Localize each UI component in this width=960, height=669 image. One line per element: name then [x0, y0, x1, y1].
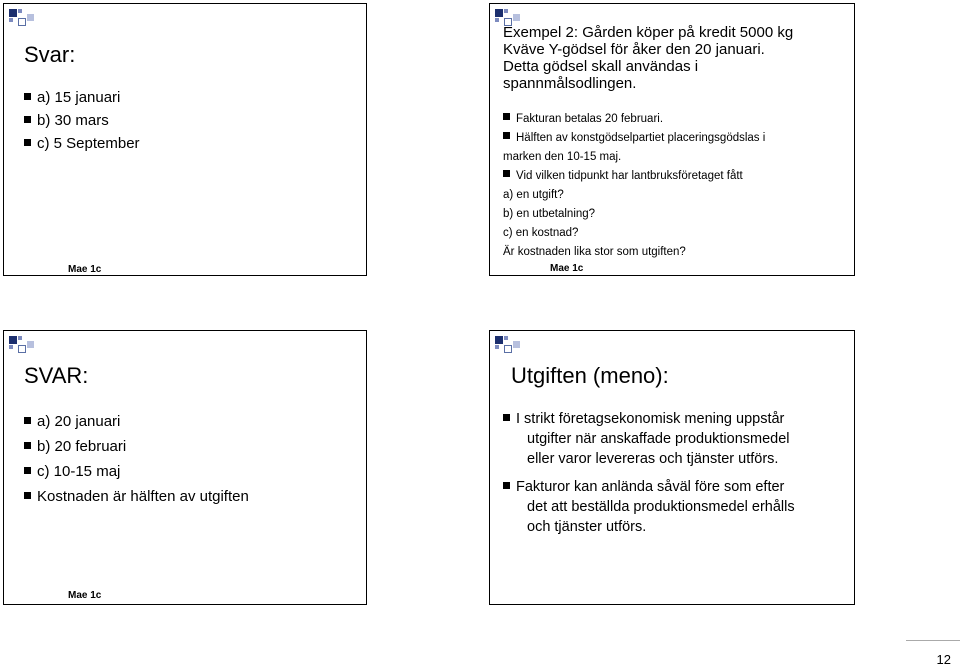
list-item-continuation: och tjänster utförs.: [527, 519, 647, 535]
list-item-continuation: det att beställda produktionsmedel erhålls: [527, 499, 795, 515]
bullet-icon: [503, 132, 510, 139]
list-item: Fakturan betalas 20 februari.: [503, 110, 765, 129]
slide-1: [3, 3, 367, 276]
list-item: Fakturor kan anlända såväl före som efter: [503, 477, 795, 497]
sub-item: Är kostnaden lika stor som utgiften?: [503, 246, 686, 258]
page-number: 12: [936, 652, 951, 667]
bullet-icon: [24, 492, 31, 499]
page-number-divider: [906, 640, 960, 641]
list-item: Vid vilken tidpunkt har lantbruksföretaget fått: [503, 167, 765, 186]
bullet-icon: [24, 417, 31, 424]
slide-4: [489, 330, 855, 605]
list-item: b) 20 februari: [24, 434, 249, 459]
definition-list: [503, 409, 795, 537]
sub-item: c) en kostnad?: [503, 227, 579, 239]
list-item: a) 20 januari: [24, 409, 249, 434]
list-item: c) 5 September: [24, 132, 140, 155]
answer-list: [24, 409, 249, 509]
slide-logo-icon: [9, 336, 35, 354]
sub-item: b) en utbetalning?: [503, 208, 596, 220]
answer-list: [24, 86, 140, 155]
bullet-icon: [24, 467, 31, 474]
slide-logo-icon: [495, 336, 521, 354]
slide-footer: Mae 1c: [550, 263, 584, 274]
slide-title: SVAR:: [24, 363, 89, 388]
bullet-icon: [503, 414, 510, 421]
bullet-icon: [24, 116, 31, 123]
slide-heading: Exempel 2: Gården köper på kredit 5000 kg Kväve Y-gödsel för åker den 20 januari. Detta gödsel skall användas i spannmålsodlingen.: [503, 24, 794, 92]
list-item: a) 15 januari: [24, 86, 140, 109]
slide-title: Svar:: [24, 42, 76, 67]
slide-3: [3, 330, 367, 605]
list-item-continuation: marken den 10-15 maj.: [503, 151, 622, 163]
list-item-continuation: eller varor levereras och tjänster utförs.: [527, 451, 779, 467]
slide-logo-icon: [9, 9, 35, 27]
bullet-icon: [24, 139, 31, 146]
bullet-icon: [24, 93, 31, 100]
list-item: I strikt företagsekonomisk mening uppstår: [503, 409, 795, 429]
bullet-icon: [24, 442, 31, 449]
slide-2: [489, 3, 855, 276]
question-list: [503, 110, 765, 262]
bullet-icon: [503, 113, 510, 120]
list-item: Hälften av konstgödselpartiet placeringsgödslas i: [503, 129, 765, 148]
bullet-icon: [503, 170, 510, 177]
slide-footer: Mae 1c: [68, 264, 102, 275]
bullet-icon: [503, 482, 510, 489]
list-item: c) 10-15 maj: [24, 459, 249, 484]
sub-item: a) en utgift?: [503, 189, 564, 201]
list-item-continuation: utgifter när anskaffade produktionsmedel: [527, 431, 790, 447]
list-item: Kostnaden är hälften av utgiften: [24, 484, 249, 509]
slide-title: Utgiften (meno):: [511, 363, 669, 388]
list-item: b) 30 mars: [24, 109, 140, 132]
slide-footer: Mae 1c: [68, 590, 102, 601]
